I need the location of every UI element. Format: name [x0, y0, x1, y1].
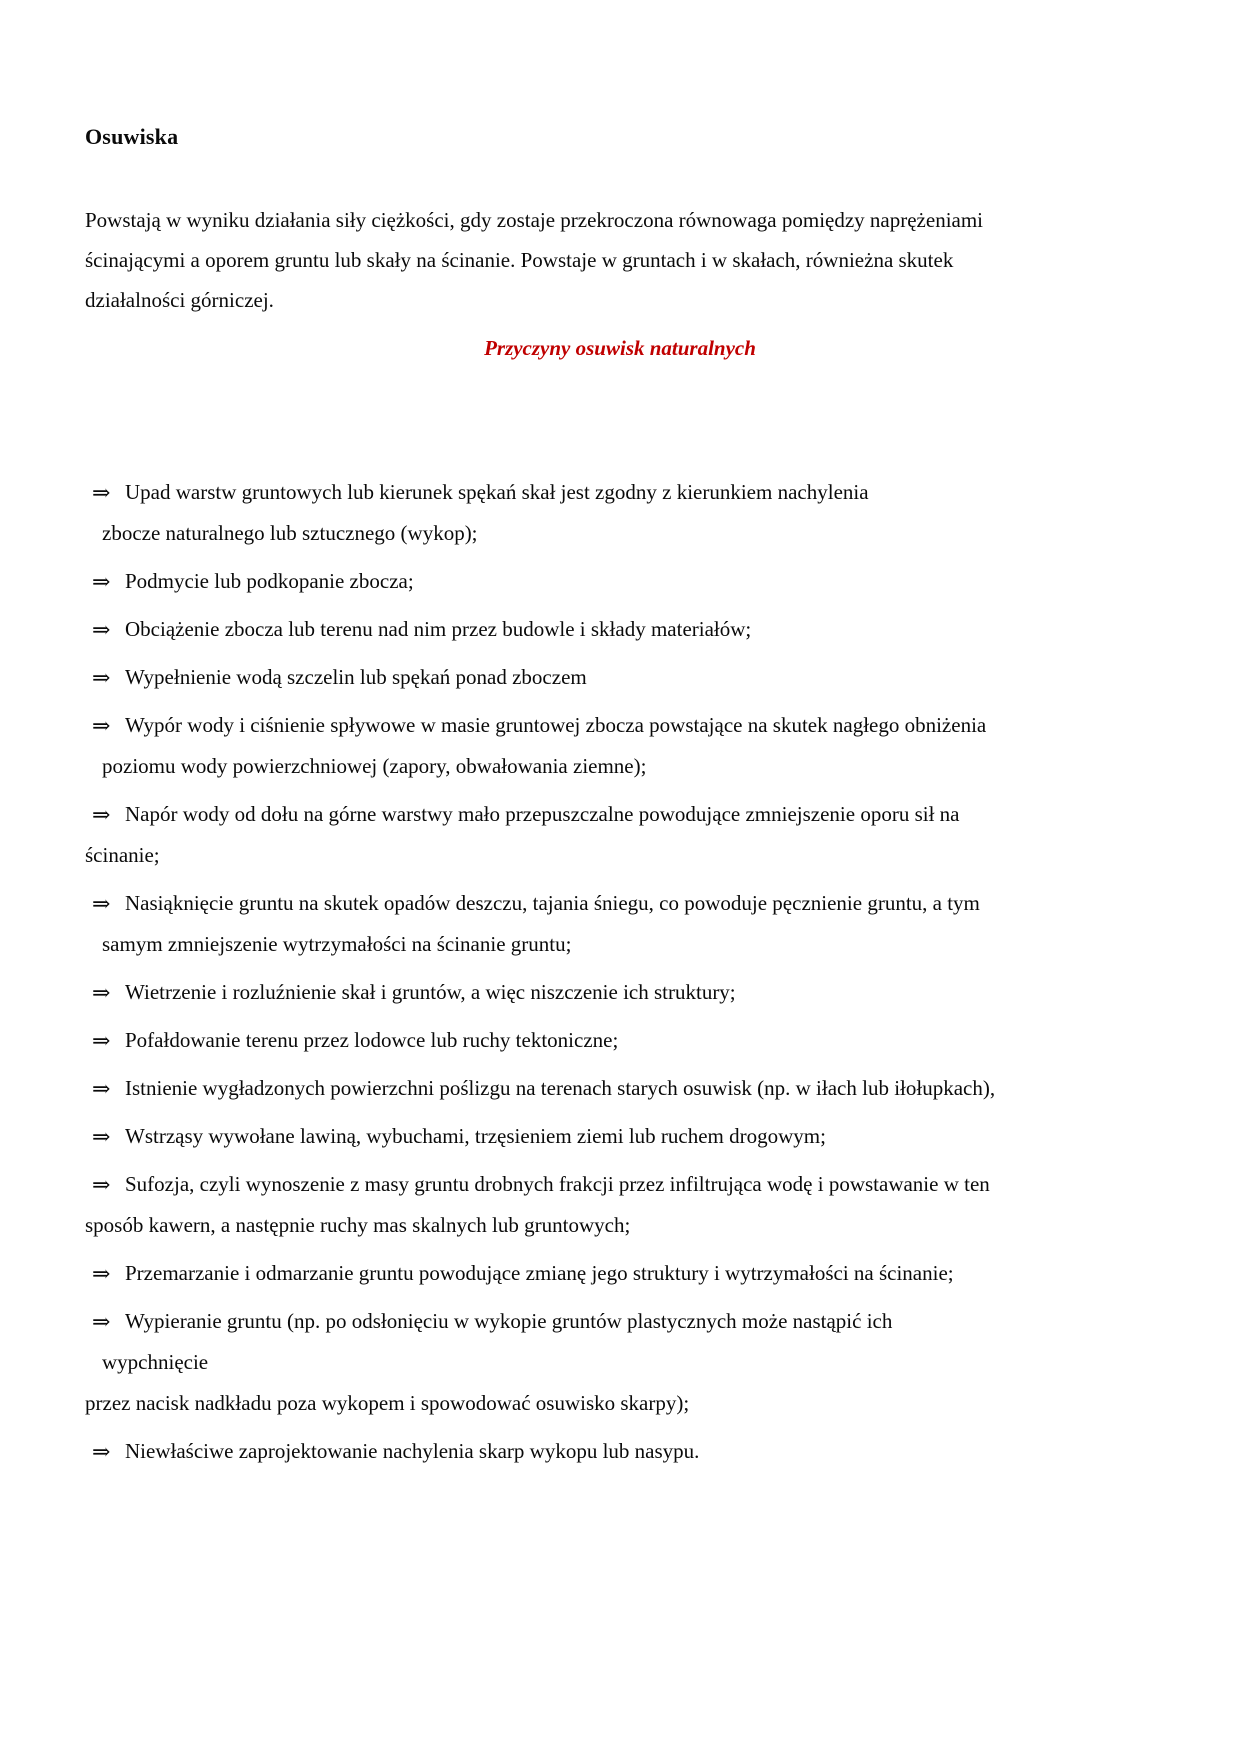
double-arrow-bullet-icon: ⇒ — [92, 1309, 111, 1334]
list-line — [0, 472, 1240, 513]
intro-paragraph — [85, 200, 1165, 320]
list-line — [0, 1342, 1240, 1383]
list-line — [0, 609, 1240, 650]
list-line-text: Pofałdowanie terenu przez lodowce lub ruchy tektoniczne; — [125, 1028, 619, 1052]
causes-list — [0, 465, 1240, 1472]
intro-line: ścinającymi a oporem gruntu lub skały na ścinanie. Powstaje w gruntach i w skałach, równieżna skutek — [85, 248, 954, 272]
list-line-text: Sufozja, czyli wynoszenie z masy gruntu drobnych frakcji przez infiltrująca wodę i powstawanie w ten — [125, 1172, 990, 1196]
list-line — [0, 972, 1240, 1013]
list-line — [0, 657, 1240, 698]
list-line-text: samym zmniejszenie wytrzymałości na ścinanie gruntu; — [102, 932, 572, 956]
list-line-text: przez nacisk nadkładu poza wykopem i spowodować osuwisko skarpy); — [85, 1391, 690, 1415]
list-line — [0, 1253, 1240, 1294]
list-line-text: Nasiąknięcie gruntu na skutek opadów deszczu, tajania śniegu, co powoduje pęcznienie gruntu, a tym — [125, 891, 980, 915]
double-arrow-bullet-icon: ⇒ — [92, 891, 111, 916]
list-line — [0, 1068, 1240, 1109]
double-arrow-bullet-icon: ⇒ — [92, 569, 111, 594]
list-line-text: ścinanie; — [85, 843, 160, 867]
intro-line: działalności górniczej. — [85, 288, 274, 312]
double-arrow-bullet-icon: ⇒ — [92, 617, 111, 642]
list-line — [0, 1164, 1240, 1205]
list-line-text: Podmycie lub podkopanie zbocza; — [125, 569, 414, 593]
list-line-text: poziomu wody powierzchniowej (zapory, obwałowania ziemne); — [102, 754, 647, 778]
list-line-text: Wstrząsy wywołane lawiną, wybuchami, trzęsieniem ziemi lub ruchem drogowym; — [125, 1124, 826, 1148]
double-arrow-bullet-icon: ⇒ — [92, 1028, 111, 1053]
list-line — [0, 561, 1240, 602]
list-line-text: wypchnięcie — [102, 1350, 209, 1374]
list-line-text: zbocze naturalnego lub sztucznego (wykop); — [102, 521, 478, 545]
list-line — [0, 883, 1240, 924]
double-arrow-bullet-icon: ⇒ — [92, 1076, 111, 1101]
double-arrow-bullet-icon: ⇒ — [92, 980, 111, 1005]
list-line-text: Niewłaściwe zaprojektowanie nachylenia skarp wykopu lub nasypu. — [125, 1439, 700, 1463]
double-arrow-bullet-icon: ⇒ — [92, 665, 111, 690]
list-line-text: Upad warstw gruntowych lub kierunek spękań skał jest zgodny z kierunkiem nachylenia — [125, 480, 869, 504]
list-line — [0, 513, 1240, 554]
list-line-text: Istnienie wygładzonych powierzchni poślizgu na terenach starych osuwisk (np. w iłach lub iłołupkach), — [125, 1076, 996, 1100]
list-line-text: Obciążenie zbocza lub terenu nad nim przez budowle i składy materiałów; — [125, 617, 752, 641]
section-heading: Przyczyny osuwisk naturalnych — [484, 336, 756, 360]
intro-line: Powstają w wyniku działania siły ciężkości, gdy zostaje przekroczona równowaga pomiędzy naprężeniami — [85, 208, 984, 232]
double-arrow-bullet-icon: ⇒ — [92, 802, 111, 827]
list-line — [0, 1383, 1240, 1424]
double-arrow-bullet-icon: ⇒ — [92, 1172, 111, 1197]
list-line — [0, 1301, 1240, 1342]
list-line-text: Napór wody od dołu na górne warstwy mało przepuszczalne powodujące zmniejszenie oporu sił na — [125, 802, 960, 826]
double-arrow-bullet-icon: ⇒ — [92, 1439, 111, 1464]
list-line — [0, 746, 1240, 787]
document-title: Osuwiska — [85, 124, 179, 149]
double-arrow-bullet-icon: ⇒ — [92, 1261, 111, 1286]
list-line — [0, 794, 1240, 835]
list-line — [0, 924, 1240, 965]
list-line — [0, 705, 1240, 746]
double-arrow-bullet-icon: ⇒ — [92, 713, 111, 738]
double-arrow-bullet-icon: ⇒ — [92, 1124, 111, 1149]
list-line — [0, 1020, 1240, 1061]
list-line-text: Wietrzenie i rozluźnienie skał i gruntów, a więc niszczenie ich struktury; — [125, 980, 736, 1004]
list-line-text: Przemarzanie i odmarzanie gruntu powodujące zmianę jego struktury i wytrzymałości na ścinanie; — [125, 1261, 954, 1285]
list-line — [0, 1116, 1240, 1157]
list-line-text: Wypieranie gruntu (np. po odsłonięciu w wykopie gruntów plastycznych może nastąpić ich — [125, 1309, 893, 1333]
list-line-text: Wypełnienie wodą szczelin lub spękań ponad zboczem — [125, 665, 587, 689]
list-line-text: Wypór wody i ciśnienie spływowe w masie gruntowej zbocza powstające na skutek nagłego obniżenia — [125, 713, 987, 737]
list-line — [0, 1205, 1240, 1246]
double-arrow-bullet-icon: ⇒ — [92, 480, 111, 505]
list-line — [0, 835, 1240, 876]
list-line — [0, 1431, 1240, 1472]
list-line-text: sposób kawern, a następnie ruchy mas skalnych lub gruntowych; — [85, 1213, 631, 1237]
